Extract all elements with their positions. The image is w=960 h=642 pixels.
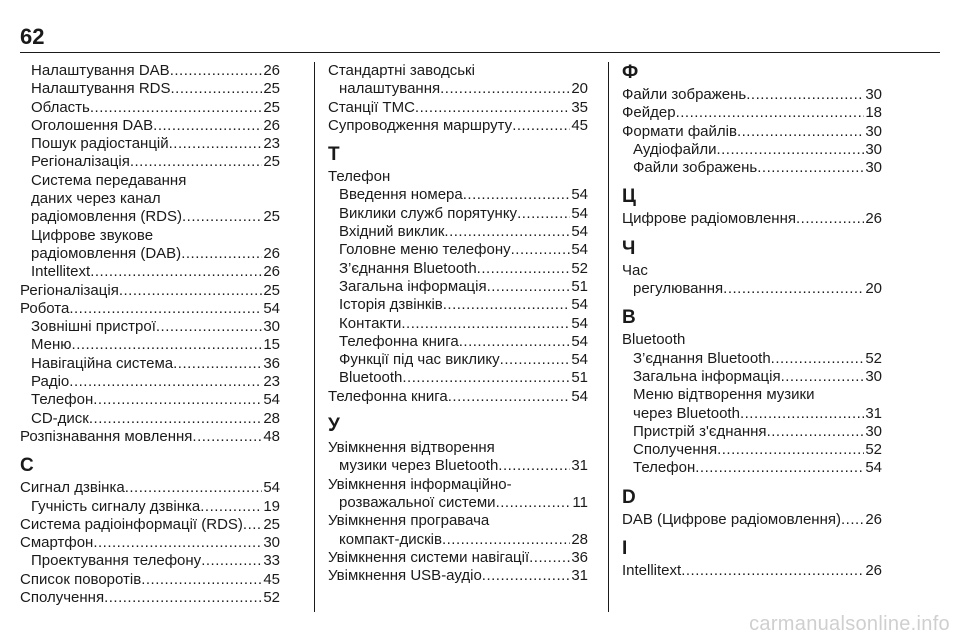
index-entry-page: 31 [571, 457, 588, 475]
dot-leader [477, 260, 571, 278]
index-entry-text: З’єднання Bluetooth [633, 349, 771, 367]
index-letter-heading: У [328, 415, 340, 437]
index-entry-text: Файли зображень [633, 159, 758, 177]
index-entry [622, 350, 882, 368]
dot-leader [182, 208, 262, 226]
index-entry-text: Сигнал дзвінка [20, 479, 125, 497]
index-entry-text: Intellitext [622, 562, 682, 580]
dot-leader [443, 296, 571, 314]
index-entry-page: 26 [865, 562, 882, 580]
index-entry-text: Сполучення [20, 589, 105, 607]
index-entry [328, 241, 588, 259]
dot-leader [681, 562, 864, 580]
dot-leader [171, 80, 263, 98]
index-entry-text: Список поворотів [20, 570, 142, 588]
dot-leader [89, 410, 262, 428]
index-entry-page: 45 [571, 116, 588, 134]
dot-leader [737, 123, 864, 141]
index-entry-text: Пошук радіостанцій [31, 135, 169, 153]
index-entry-text: Система радіоінформації (RDS) [20, 515, 243, 533]
column-divider [314, 62, 315, 612]
index-entry [622, 459, 882, 477]
index-entry-page: 23 [263, 135, 280, 153]
index-entry-page: 30 [865, 140, 882, 158]
dot-leader [463, 186, 571, 204]
index-entry-page: 25 [263, 515, 280, 533]
index-entry [328, 223, 588, 241]
dot-leader [153, 117, 262, 135]
dot-leader [511, 241, 571, 259]
index-entry [622, 141, 882, 159]
index-entry [328, 549, 588, 567]
index-entry-text: Увімкнення програвача [328, 512, 490, 530]
index-entry [20, 498, 280, 516]
index-entry-text: Телефон [633, 459, 696, 477]
index-entry-text: Увімкнення інформаційно- [328, 475, 512, 493]
index-entry-page: 51 [571, 369, 588, 387]
index-entry [622, 104, 882, 122]
index-entry-text: Увімкнення системи навігації [328, 548, 530, 566]
index-entry-page: 30 [263, 318, 280, 336]
index-entry [328, 439, 588, 457]
index-entry [328, 168, 588, 186]
dot-leader [169, 135, 263, 153]
dot-leader [401, 315, 570, 333]
dot-leader [402, 369, 570, 387]
index-letter-heading: B [622, 307, 636, 329]
index-entry-page: 31 [865, 404, 882, 422]
index-entry-text: Проектування телефону [31, 552, 202, 570]
index-entry-page: 28 [571, 530, 588, 548]
index-letter-heading: С [20, 455, 34, 477]
dot-leader [192, 428, 262, 446]
dot-leader [201, 552, 262, 570]
index-entry-text: Робота [20, 299, 70, 317]
index-entry [20, 589, 280, 607]
index-entry-text: Bluetooth [339, 369, 403, 387]
index-entry-page: 25 [263, 208, 280, 226]
index-entry-text: компакт-дисків [339, 530, 442, 548]
index-entry [622, 159, 882, 177]
index-letter-heading: Ч [622, 237, 636, 259]
index-entry-text: Цифрове радіомовлення [622, 210, 796, 228]
index-entry-text: DAB (Цифрове радіомовлення) [622, 510, 841, 528]
index-entry [20, 117, 280, 135]
index-entry-text: Загальна інформація [339, 277, 487, 295]
index-entry-page: 20 [571, 80, 588, 98]
index-entry [622, 441, 882, 459]
index-entry-text: Bluetooth [622, 331, 686, 349]
index-column-2 [328, 62, 588, 585]
index-entry-page: 54 [571, 186, 588, 204]
index-entry-text: Intellitext [31, 263, 91, 281]
dot-leader [243, 516, 262, 534]
index-entry-page: 54 [865, 459, 882, 477]
dot-leader [440, 80, 570, 98]
dot-leader [104, 589, 262, 607]
dot-leader [529, 549, 570, 567]
column-divider [608, 62, 609, 612]
index-entry-text: Телефонна книга [339, 332, 459, 350]
index-entry [328, 205, 588, 223]
index-entry-page: 30 [865, 159, 882, 177]
index-entry-page: 36 [571, 548, 588, 566]
dot-leader [130, 153, 263, 171]
index-entry [328, 278, 588, 296]
dot-leader [796, 210, 864, 228]
index-entry-text: регулювання [633, 280, 724, 298]
dot-leader [141, 571, 262, 589]
index-entry-text: радіомовлення (DAB) [31, 244, 182, 262]
index-entry-text: Функції під час виклику [339, 351, 500, 369]
index-entry-page: 19 [263, 497, 280, 515]
index-entry-page: 26 [263, 62, 280, 79]
index-entry [328, 315, 588, 333]
index-entry-page: 30 [865, 86, 882, 103]
index-entry-text: Налаштування RDS [31, 80, 171, 98]
index-entry [328, 457, 588, 475]
dot-leader [740, 405, 864, 423]
index-entry [622, 368, 882, 386]
index-entry-page: 54 [263, 391, 280, 409]
index-entry [328, 494, 588, 512]
index-entry-page: 20 [865, 280, 882, 298]
index-entry-page: 36 [263, 354, 280, 372]
dot-leader [676, 104, 865, 122]
index-entry [20, 318, 280, 336]
index-entry [328, 99, 588, 117]
index-entry-text: Контакти [339, 314, 402, 332]
index-entry-page: 26 [263, 263, 280, 281]
index-entry-text: Область [31, 98, 90, 116]
index-entry [20, 479, 280, 497]
index-letter-heading: Ф [622, 62, 639, 83]
index-entry [328, 260, 588, 278]
index-entry [622, 562, 882, 580]
index-entry-text: Виклики служб порятунку [339, 204, 518, 222]
index-entry-page: 15 [263, 336, 280, 354]
dot-leader [746, 86, 864, 104]
page-number: 62 [20, 24, 45, 49]
index-entry-page: 52 [571, 259, 588, 277]
index-entry [20, 153, 280, 171]
index-entry-text: Цифрове звукове [31, 226, 154, 244]
dot-leader [415, 99, 570, 117]
index-entry-text: Телефонна книга [328, 387, 448, 405]
index-entry [622, 511, 882, 529]
index-entry-text: Зовнішні пристрої [31, 318, 156, 336]
index-letter-heading: I [622, 538, 628, 560]
index-entry [20, 571, 280, 589]
index-entry-text: налаштування [339, 80, 441, 98]
index-entry-page: 48 [263, 427, 280, 445]
index-entry-page: 25 [263, 80, 280, 98]
index-entry [328, 333, 588, 351]
index-entry [328, 531, 588, 549]
dot-leader [119, 282, 263, 300]
index-entry-text: Смартфон [20, 534, 94, 552]
index-entry-page: 25 [263, 281, 280, 299]
dot-leader [90, 263, 262, 281]
index-entry-text: Увімкнення відтворення [328, 439, 495, 457]
index-entry-page: 30 [865, 122, 882, 140]
index-entry-text: Регіоналізація [20, 281, 119, 299]
index-entry [328, 567, 588, 585]
index-entry-text: Час [622, 261, 648, 279]
index-entry-text: Меню відтворення музики [633, 386, 815, 404]
index-entry-text: Налаштування DAB [31, 62, 170, 79]
index-entry-text: Телефон [31, 391, 94, 409]
index-entry-text: Стандартні заводські [328, 62, 475, 79]
index-entry-text: CD-диск [31, 409, 89, 427]
index-entry [20, 391, 280, 409]
dot-leader [517, 205, 570, 223]
index-entry-text: розважальної системи [339, 493, 496, 511]
dot-leader [170, 62, 263, 80]
index-entry-text: Історія дзвінків [339, 296, 443, 314]
index-entry-page: 26 [263, 244, 280, 262]
index-entry-page: 30 [263, 534, 280, 552]
index-letter-heading: Ц [622, 186, 636, 208]
index-entry-text: Пристрій з'єднання [633, 422, 767, 440]
index-entry-text: Супроводження маршруту [328, 116, 513, 134]
index-entry-page: 33 [263, 552, 280, 570]
dot-leader [500, 351, 571, 369]
index-entry-text: Гучність сигналу дзвінка [31, 497, 201, 515]
index-entry-page: 35 [571, 98, 588, 116]
index-entry-page: 31 [571, 567, 588, 585]
index-entry-page: 51 [571, 277, 588, 295]
index-entry [622, 423, 882, 441]
index-entry [328, 512, 588, 530]
index-entry-text: через Bluetooth [633, 404, 740, 422]
index-entry-text: Регіоналізація [31, 153, 130, 171]
dot-leader [781, 368, 865, 386]
index-entry [20, 263, 280, 281]
dot-leader [90, 99, 262, 117]
index-entry-page: 54 [571, 351, 588, 369]
dot-leader [487, 278, 571, 296]
dot-leader [442, 531, 570, 549]
index-entry-page: 54 [263, 299, 280, 317]
index-column-1 [20, 62, 280, 607]
index-entry [20, 282, 280, 300]
index-entry-page: 54 [263, 479, 280, 497]
index-entry-page: 52 [865, 441, 882, 459]
index-entry [622, 280, 882, 298]
dot-leader [771, 350, 865, 368]
index-entry-text: Оголошення DAB [31, 116, 154, 134]
index-entry-page: 11 [572, 493, 588, 511]
index-entry [328, 62, 588, 80]
index-entry [622, 262, 882, 280]
index-entry [622, 210, 882, 228]
index-entry-page: 25 [263, 153, 280, 171]
index-entry [328, 80, 588, 98]
dot-leader [459, 333, 571, 351]
index-entry-text: Розпізнавання мовлення [20, 427, 193, 445]
dot-leader [93, 534, 262, 552]
dot-leader [69, 300, 262, 318]
index-entry-text: Телефон [328, 168, 391, 186]
index-entry [20, 62, 280, 80]
dot-leader [767, 423, 865, 441]
dot-leader [498, 457, 570, 475]
index-entry [328, 186, 588, 204]
index-entry [328, 369, 588, 387]
dot-leader [181, 245, 262, 263]
dot-leader [125, 479, 263, 497]
index-entry [20, 99, 280, 117]
index-entry-page: 54 [571, 332, 588, 350]
index-entry [20, 336, 280, 354]
dot-leader [757, 159, 864, 177]
dot-leader [93, 391, 262, 409]
index-entry-text: даних через канал [31, 190, 161, 208]
header-rule [20, 52, 940, 53]
index-entry [20, 208, 280, 226]
index-entry [328, 388, 588, 406]
index-entry [622, 405, 882, 423]
index-entry [20, 227, 280, 245]
index-entry-text: Станції TMC [328, 98, 415, 116]
dot-leader [723, 280, 864, 298]
index-entry [20, 428, 280, 446]
index-entry-page: 52 [263, 589, 280, 607]
index-entry-text: Аудіофайли [633, 140, 717, 158]
dot-leader [69, 373, 262, 391]
index-entry-text: Навігаційна система [31, 354, 174, 372]
index-entry-page: 54 [571, 314, 588, 332]
index-entry-page: 28 [263, 409, 280, 427]
dot-leader [496, 494, 572, 512]
index-entry-text: музики через Bluetooth [339, 457, 499, 475]
index-entry [20, 172, 280, 190]
dot-leader [200, 498, 262, 516]
index-entry [20, 410, 280, 428]
index-column-3 [622, 62, 882, 580]
index-entry [20, 534, 280, 552]
index-entry [328, 351, 588, 369]
index-letter-heading: Т [328, 144, 340, 166]
index-entry [622, 123, 882, 141]
index-entry-page: 30 [865, 367, 882, 385]
index-entry-text: радіомовлення (RDS) [31, 208, 183, 226]
index-entry-page: 23 [263, 373, 280, 391]
index-entry-text: Увімкнення USB-аудіо [328, 567, 482, 585]
index-entry-text: Головне меню телефону [339, 241, 511, 259]
index-entry-page: 18 [865, 104, 882, 122]
dot-leader [512, 117, 570, 135]
dot-leader [695, 459, 864, 477]
index-entry-page: 54 [571, 223, 588, 241]
index-entry-text: Формати файлів [622, 122, 737, 140]
index-entry [328, 296, 588, 314]
index-entry-page: 54 [571, 241, 588, 259]
index-entry-text: Меню [31, 336, 72, 354]
index-entry-text: Радіо [31, 373, 70, 391]
index-entry-text: Система передавання [31, 171, 187, 189]
index-entry-page: 25 [263, 98, 280, 116]
dot-leader [841, 511, 864, 529]
index-entry-page: 45 [263, 570, 280, 588]
index-entry [20, 300, 280, 318]
index-entry [622, 386, 882, 404]
index-entry-text: Сполучення [633, 441, 718, 459]
dot-leader [717, 441, 864, 459]
dot-leader [72, 336, 263, 354]
index-entry [328, 117, 588, 135]
index-entry-page: 26 [263, 116, 280, 134]
index-entry [20, 80, 280, 98]
index-entry-page: 30 [865, 422, 882, 440]
index-entry [622, 86, 882, 104]
index-letter-heading: D [622, 486, 636, 508]
index-entry-page: 52 [865, 349, 882, 367]
index-entry [328, 476, 588, 494]
index-entry-text: Загальна інформація [633, 367, 781, 385]
index-entry [622, 331, 882, 349]
index-entry-text: Вхідний виклик [339, 223, 445, 241]
index-entry-text: Файли зображень [622, 86, 747, 103]
index-entry [20, 552, 280, 570]
index-entry-page: 54 [571, 296, 588, 314]
index-entry [20, 135, 280, 153]
dot-leader [448, 388, 571, 406]
dot-leader [716, 141, 864, 159]
index-entry [20, 373, 280, 391]
dot-leader [482, 567, 571, 585]
index-entry-page: 26 [865, 510, 882, 528]
index-entry-text: З’єднання Bluetooth [339, 259, 477, 277]
dot-leader [156, 318, 262, 336]
index-entry [20, 190, 280, 208]
index-entry-page: 54 [571, 387, 588, 405]
index-entry-page: 26 [865, 210, 882, 228]
index-entry [20, 245, 280, 263]
dot-leader [173, 355, 262, 373]
watermark: carmanualsonline.info [749, 613, 950, 635]
dot-leader [444, 223, 570, 241]
index-entry [20, 355, 280, 373]
index-entry-text: Фейдер [622, 104, 676, 122]
index-entry [20, 516, 280, 534]
index-entry-page: 54 [571, 204, 588, 222]
index-entry-text: Введення номера [339, 186, 463, 204]
